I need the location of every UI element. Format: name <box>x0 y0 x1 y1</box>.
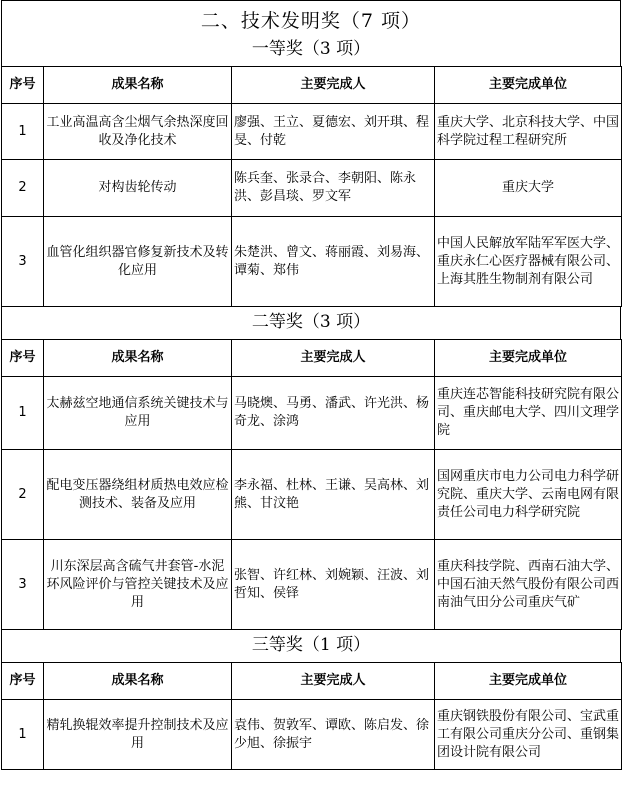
header-units: 主要完成单位 <box>435 663 622 700</box>
award-table-third <box>1 662 622 770</box>
row-name: 太赫兹空地通信系统关键技术与应用 <box>44 377 232 450</box>
row-units: 重庆大学 <box>435 160 622 217</box>
table-header-row <box>2 340 622 377</box>
row-persons: 袁伟、贺敦军、谭欧、陈启发、徐少旭、徐振宇 <box>232 700 435 770</box>
header-no: 序号 <box>2 67 44 104</box>
header-name: 成果名称 <box>44 67 232 104</box>
row-persons: 陈兵奎、张录合、李朝阳、陈永洪、彭昌琰、罗文军 <box>232 160 435 217</box>
table-header-row <box>2 663 622 700</box>
header-persons: 主要完成人 <box>232 67 435 104</box>
row-persons: 马晓燠、马勇、潘武、许光洪、杨奇龙、涂鸿 <box>232 377 435 450</box>
row-no: 3 <box>2 217 44 307</box>
table-row <box>2 540 622 630</box>
row-no: 2 <box>2 160 44 217</box>
header-no: 序号 <box>2 663 44 700</box>
table-row <box>2 217 622 307</box>
row-units: 重庆大学、北京科技大学、中国科学院过程工程研究所 <box>435 104 622 160</box>
row-name: 川东深层高含硫气井套管-水泥环风险评价与管控关键技术及应用 <box>44 540 232 630</box>
tier-title-first: 一等奖（3 项） <box>1 34 621 66</box>
table-row <box>2 104 622 160</box>
header-units: 主要完成单位 <box>435 340 622 377</box>
tier-title-third: 三等奖（1 项） <box>1 630 621 662</box>
table-header-row <box>2 67 622 104</box>
section-title: 二、技术发明奖（7 项） <box>1 0 621 34</box>
award-document <box>1 0 621 770</box>
row-name: 血管化组织器官修复新技术及转化应用 <box>44 217 232 307</box>
row-persons: 李永福、杜林、王谦、吴高林、刘熊、甘汶艳 <box>232 450 435 540</box>
row-units: 重庆连芯智能科技研究院有限公司、重庆邮电大学、四川文理学院 <box>435 377 622 450</box>
row-units: 重庆钢铁股份有限公司、宝武重工有限公司重庆分公司、重钢集团设计院有限公司 <box>435 700 622 770</box>
row-units: 中国人民解放军陆军军医大学、重庆永仁心医疗器械有限公司、上海其胜生物制剂有限公司 <box>435 217 622 307</box>
row-name: 对构齿轮传动 <box>44 160 232 217</box>
award-table-second <box>1 339 622 630</box>
header-name: 成果名称 <box>44 663 232 700</box>
tier-title-second: 二等奖（3 项） <box>1 307 621 339</box>
row-no: 1 <box>2 700 44 770</box>
row-units: 国网重庆市电力公司电力科学研究院、重庆大学、云南电网有限责任公司电力科学研究院 <box>435 450 622 540</box>
row-no: 3 <box>2 540 44 630</box>
table-row <box>2 700 622 770</box>
row-no: 1 <box>2 377 44 450</box>
header-persons: 主要完成人 <box>232 663 435 700</box>
row-name: 工业高温高含尘烟气余热深度回收及净化技术 <box>44 104 232 160</box>
table-row <box>2 450 622 540</box>
row-persons: 朱楚洪、曾文、蒋丽霞、刘易海、谭菊、郑伟 <box>232 217 435 307</box>
row-name: 精轧换辊效率提升控制技术及应用 <box>44 700 232 770</box>
header-units: 主要完成单位 <box>435 67 622 104</box>
row-no: 1 <box>2 104 44 160</box>
header-name: 成果名称 <box>44 340 232 377</box>
award-table-first <box>1 66 622 307</box>
row-persons: 廖强、王立、夏德宏、刘开琪、程旻、付乾 <box>232 104 435 160</box>
header-no: 序号 <box>2 340 44 377</box>
table-row <box>2 377 622 450</box>
table-row <box>2 160 622 217</box>
row-persons: 张智、许红林、刘婉颖、汪波、刘哲知、侯铎 <box>232 540 435 630</box>
row-name: 配电变压器绕组材质热电效应检测技术、装备及应用 <box>44 450 232 540</box>
row-units: 重庆科技学院、西南石油大学、中国石油天然气股份有限公司西南油气田分公司重庆气矿 <box>435 540 622 630</box>
row-no: 2 <box>2 450 44 540</box>
header-persons: 主要完成人 <box>232 340 435 377</box>
